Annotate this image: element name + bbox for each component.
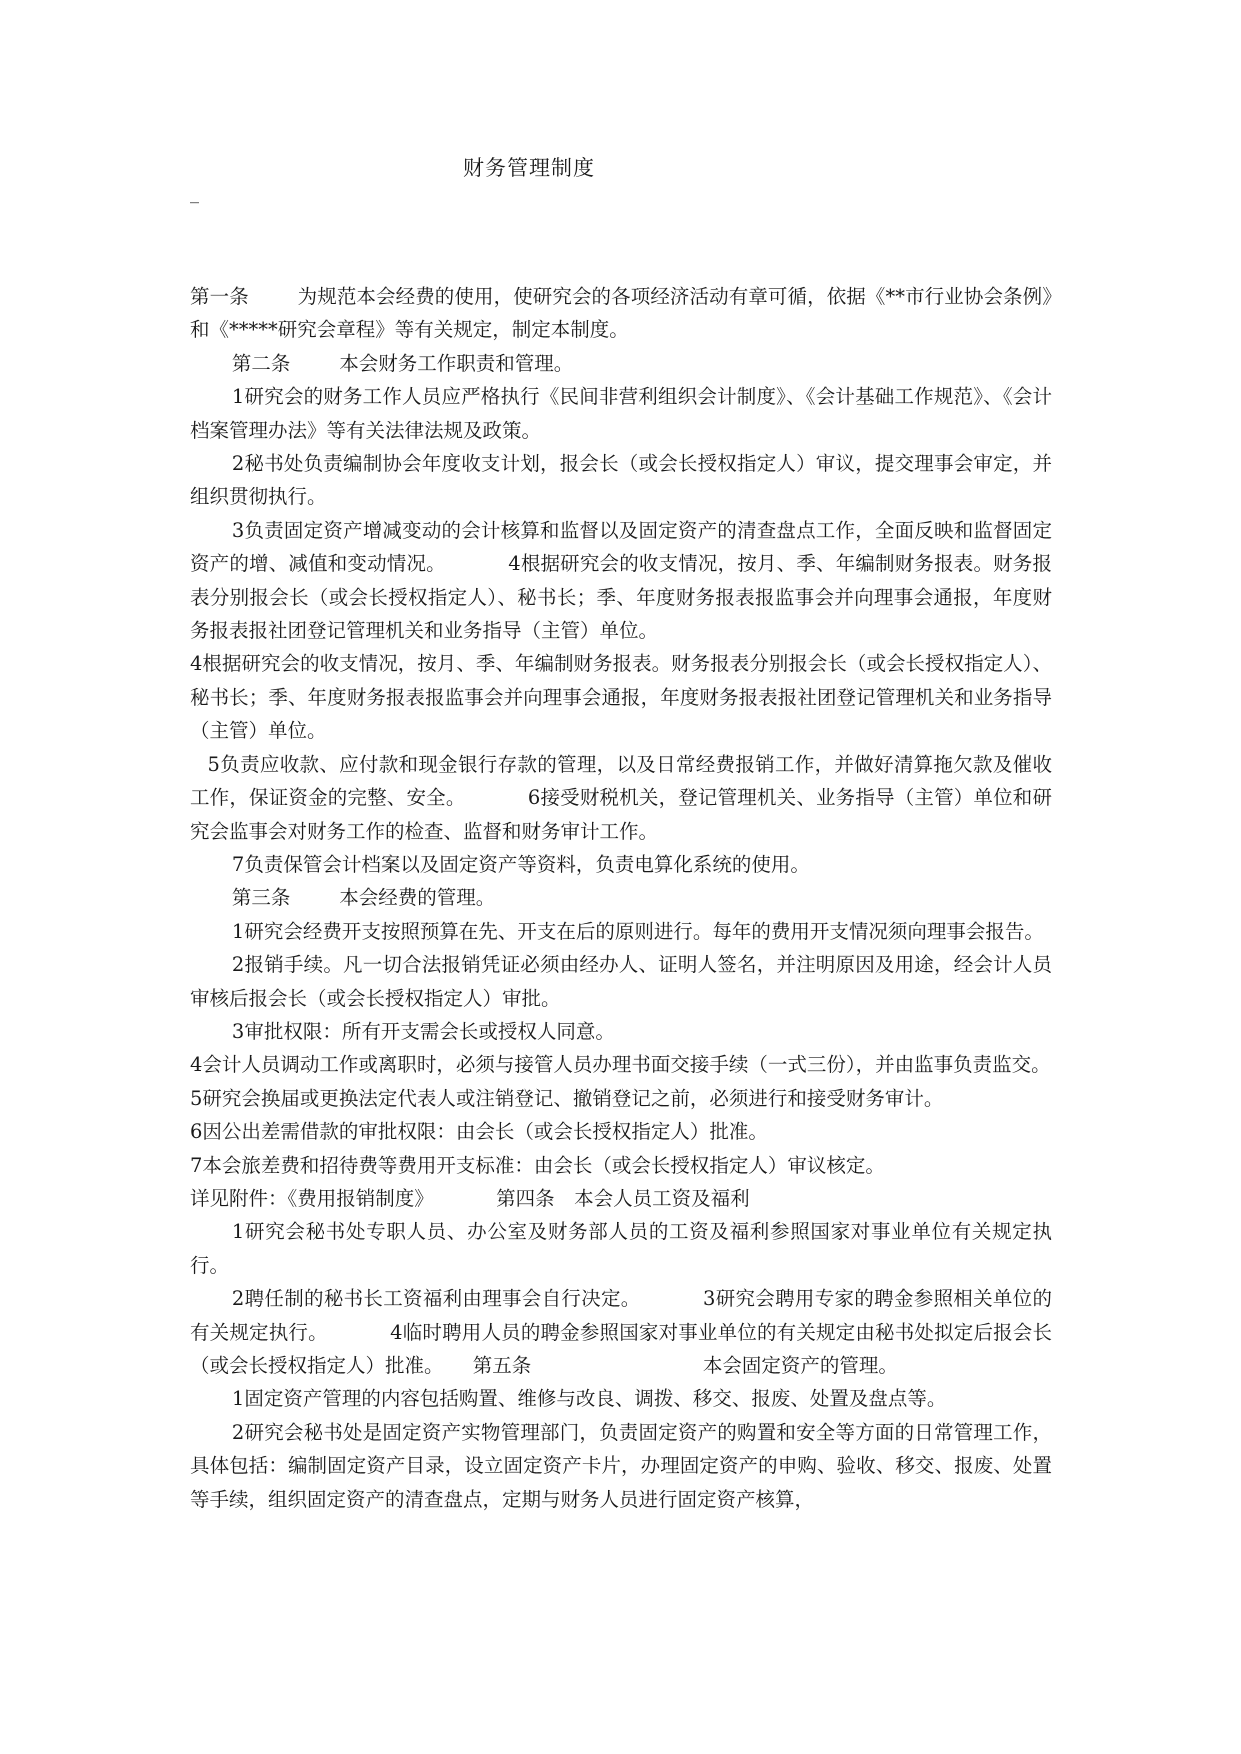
article-4-item-1: 1研究会秘书处专职人员、办公室及财务部人员的工资及福利参照国家对事业单位有关规定执行。 bbox=[190, 1220, 1052, 1277]
article-2-item-3 bbox=[190, 514, 1052, 648]
article-3-item-5: 5研究会换届或更换法定代表人或注销登记、撤销登记之前，必须进行和接受财务审计。 bbox=[190, 1086, 944, 1110]
article-4-item-4-text: 4临时聘用人员的聘金参照国家对事业单位的有关规定由秘书处拟定后报会长（或会长授权指定人）批准。 bbox=[190, 1320, 1052, 1377]
article-3-text: 本会经费的管理。 bbox=[339, 886, 496, 910]
article-4-item-2-text: 2聘任制的秘书长工资福利由理事会自行决定。 bbox=[231, 1287, 641, 1311]
cursor-mark: _ bbox=[190, 183, 199, 204]
article-3-item-4: 4会计人员调动工作或离职时，必须与接管人员办理书面交接手续（一式三份），并由监事负责监交。 bbox=[190, 1053, 1051, 1077]
article-4-text: 本会人员工资及福利 bbox=[574, 1186, 750, 1210]
article-3 bbox=[190, 881, 1052, 914]
document-title: 财务管理制度 bbox=[463, 156, 595, 180]
article-4 bbox=[190, 1182, 1052, 1215]
article-4-heading: 第四条 bbox=[496, 1186, 555, 1210]
article-2-item-2: 2秘书处负责编制协会年度收支计划，报会长（或会长授权指定人）审议，提交理事会审定，并组织贯彻执行。 bbox=[190, 452, 1052, 509]
article-2-item-3-text: 3负责固定资产增减变动的会计核算和监督以及固定资产的清查盘点工作，全面反映和监督固定资产的增、减值和变动情况。 bbox=[190, 518, 1052, 576]
article-3-item-6: 6因公出差需借款的审批权限：由会长（或会长授权指定人）批准。 bbox=[190, 1120, 768, 1144]
document-body bbox=[190, 280, 1052, 1516]
article-3-item-7: 7本会旅差费和招待费等费用开支标准：由会长（或会长授权指定人）审议核定。 bbox=[190, 1153, 885, 1177]
article-2-item-4-repeat: 4根据研究会的收支情况，按月、季、年编制财务报表。财务报表分别报会长（或会长授权指定人）、秘书长；季、年度财务报表报监事会并向理事会通报，年度财务报表报社团登记管理机关和业务指导（主管）单位。 bbox=[190, 652, 1052, 743]
article-5-text: 本会固定资产的管理。 bbox=[702, 1354, 898, 1377]
article-3-item-3: 3审批权限：所有开支需会长或授权人同意。 bbox=[231, 1019, 615, 1043]
article-2-item-6-text: 6接受财税机关，登记管理机关、业务指导（主管）单位和研究会监事会对财务工作的检查、监督和财务审计工作。 bbox=[190, 786, 1052, 843]
attachment-note: 详见附件：《费用报销制度》 bbox=[190, 1186, 434, 1210]
article-2-item-5-text: 5负责应收款、应付款和现金银行存款的管理，以及日常经费报销工作，并做好清算拖欠款及催收工作，保证资金的完整、安全。 bbox=[190, 752, 1052, 810]
article-2-item-7: 7负责保管会计档案以及固定资产等资料，负责电算化系统的使用。 bbox=[231, 852, 810, 876]
article-2-item-1: 1研究会的财务工作人员应严格执行《民间非营利组织会计制度》、《会计基础工作规范》、《会计档案管理办法》等有关法律法规及政策。 bbox=[190, 385, 1052, 442]
article-4-item-3-text: 3研究会聘用专家的聘金参照相关单位的有关规定执行。 bbox=[190, 1287, 1052, 1344]
article-1-text: 为规范本会经费的使用，使研究会的各项经济活动有章可循，依据《**市行业协会条例》和《*****研究会章程》等有关规定，制定本制度。 bbox=[190, 285, 1052, 342]
article-3-heading: 第三条 bbox=[231, 886, 291, 910]
article-3-item-2: 2报销手续。凡一切合法报销凭证必须由经办人、证明人签名，并注明原因及用途，经会计人员审核后报会长（或会长授权指定人）审批。 bbox=[190, 953, 1052, 1010]
article-2-heading: 第二条 bbox=[231, 351, 291, 375]
article-1 bbox=[190, 280, 1052, 347]
article-2-text: 本会财务工作职责和管理。 bbox=[339, 351, 574, 375]
article-2-item-4-text: 4根据研究会的收支情况，按月、季、年编制财务报表。财务报表分别报会长（或会长授权指定人）、秘书长；季、年度财务报表报监事会并向理事会通报，年度财务报表报社团登记管理机关和业务指导（主管）单位。 bbox=[190, 552, 1052, 643]
article-2 bbox=[190, 347, 1052, 380]
article-5-item-1: 1固定资产管理的内容包括购置、维修与改良、调拨、移交、报废、处置及盘点等。 bbox=[231, 1387, 947, 1411]
article-1-heading: 第一条 bbox=[190, 285, 249, 308]
article-5-item-2: 2研究会秘书处是固定资产实物管理部门，负责固定资产的购置和安全等方面的日常管理工作，具体包括：编制固定资产目录，设立固定资产卡片，办理固定资产的申购、验收、移交、报废、处置等手续，组织固定资产的清查盘点，定期与财务人员进行固定资产核算， bbox=[190, 1420, 1052, 1511]
article-2-item-5 bbox=[190, 748, 1052, 848]
article-4-item-2 bbox=[190, 1282, 1052, 1382]
article-3-item-1: 1研究会经费开支按照预算在先、开支在后的原则进行。每年的费用开支情况须向理事会报告。 bbox=[231, 919, 1044, 943]
article-5-heading: 第五条 bbox=[472, 1354, 532, 1377]
